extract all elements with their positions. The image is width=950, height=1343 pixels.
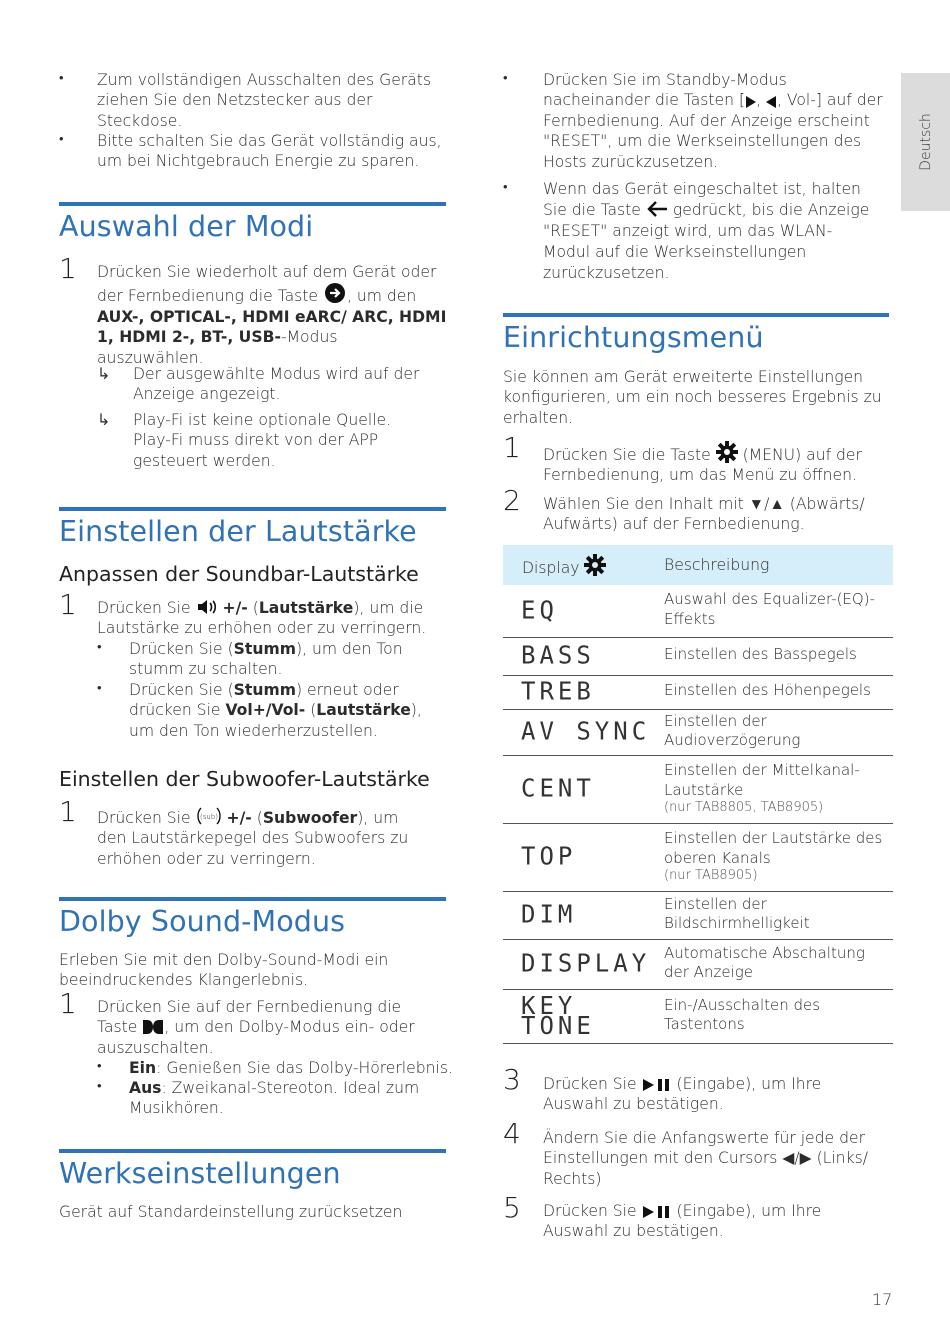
- dolby-title: Dolby Sound-Modus: [59, 905, 346, 938]
- section-rule: [59, 202, 446, 206]
- display-code: DISPLAY: [503, 938, 664, 991]
- bullet-dot: •: [97, 1079, 102, 1094]
- setup-intro: Sie können am Gerät erweiterte Einstellungen konfigurieren, um ein noch besseres Ergebnis zu erhalten.: [503, 368, 882, 427]
- text-span: Drücken Sie (: [129, 681, 234, 699]
- modes-list: AUX-, OPTICAL-, HDMI eARC/ ARC, HDMI 1, HDMI 2-, BT-, USB-: [97, 307, 447, 347]
- bold-term: Subwoofer: [262, 809, 358, 827]
- setup-step-5: [543, 1201, 863, 1242]
- subwoofer-step-text: [97, 806, 427, 869]
- modes-step-b: , um den: [346, 287, 417, 306]
- section-rule: [59, 897, 446, 901]
- dolby-intro: Erleben Sie mit den Dolby-Sound-Modi ein beeindruckendes Klangerlebnis.: [59, 951, 389, 990]
- factory-text: Gerät auf Standardeinstellung zurücksetzen: [59, 1203, 403, 1221]
- text-span: (Eingabe), um Ihre Auswahl zu bestätigen.: [543, 1202, 822, 1241]
- modes-step-a: Drücken Sie wiederholt auf dem Gerät oder der Fernbedienung die Taste: [97, 263, 437, 306]
- setup-step-1: [543, 441, 888, 486]
- setup-step-4: Ändern Sie die Anfangswerte für jede der Einstellungen mit den Cursors ◀/▶ (Links/ Rechts): [543, 1129, 868, 1188]
- intro-bullet-2: Bitte schalten Sie das Gerät vollständig aus, um bei Nichtgebrauch Energie zu sparen.: [97, 132, 442, 171]
- text-span: Drücken Sie die Taste: [543, 446, 711, 464]
- step-number: 5: [503, 1191, 521, 1224]
- step-number: 2: [503, 484, 521, 517]
- table-row: [503, 675, 893, 709]
- description: Auswahl des Equalizer-(EQ)-Effekts: [664, 585, 893, 637]
- table-header-description: Beschreibung: [664, 545, 893, 585]
- language-tab: [901, 73, 950, 211]
- left-icon: [766, 96, 777, 108]
- setup-step-2: Wählen Sie den Inhalt mit ▼/▲ (Abwärts/ Aufwärts) auf der Fernbedienung.: [543, 495, 865, 534]
- modes-title: Auswahl der Modi: [59, 210, 314, 243]
- bold-term: Stumm: [233, 681, 296, 699]
- bold-term: Ein: [129, 1059, 157, 1077]
- description: Einstellen des Höhenpegels: [664, 675, 893, 709]
- reset-bullet-2: [543, 179, 873, 284]
- dolby-icon: [142, 1019, 164, 1035]
- text-span: Drücken Sie: [97, 809, 191, 827]
- table-row: [503, 939, 893, 989]
- text-span: Drücken Sie: [543, 1202, 637, 1220]
- text-span: Drücken Sie: [543, 1075, 637, 1093]
- page-number: 17: [872, 1290, 893, 1309]
- description: Einstellen der Bildschirmhelligkeit: [664, 891, 893, 939]
- table-row: [503, 891, 893, 939]
- intro-bullet-1: Zum vollständigen Ausschalten des Geräts ziehen Sie den Netzstecker aus der Steckdose.: [97, 71, 431, 130]
- dolby-bullet-on: [129, 1058, 454, 1078]
- volume-step-text: [97, 598, 447, 639]
- modes-step-c: -Modus auszuwählen.: [97, 328, 338, 367]
- step-number: 1: [59, 795, 77, 828]
- description: Automatische Abschaltung der Anzeige: [664, 939, 893, 989]
- text-span: Drücken Sie auf der Fernbedienung die Taste: [97, 998, 402, 1037]
- volume-title: Einstellen der Lautstärke: [59, 515, 417, 548]
- table-row: [503, 585, 893, 637]
- bold-term: Lautstärke: [258, 599, 354, 617]
- text-span: (: [251, 809, 263, 827]
- bullet-dot: •: [97, 1059, 102, 1074]
- display-code: TREB: [503, 674, 664, 710]
- subwoofer-keys: +/-: [226, 809, 252, 827]
- text-span: (: [305, 701, 317, 720]
- description: Einstellen der Audioverzögerung: [664, 709, 893, 755]
- step-number: 4: [503, 1117, 521, 1150]
- dolby-step-text: [97, 997, 442, 1058]
- bold-term: Lautstärke: [316, 701, 411, 720]
- text-span: ) erneut oder drücken Sie: [129, 681, 399, 720]
- step-number: 3: [503, 1063, 521, 1096]
- text-span: ), um den Lautstärkepegel des Subwoofers zu erhöhen oder zu verringern.: [97, 809, 409, 868]
- display-code: EQ: [503, 584, 664, 639]
- model-note: (nur TAB8905): [664, 868, 758, 883]
- text-span: Drücken Sie im Standby-Modus nacheinander die Tasten [: [543, 71, 787, 110]
- section-rule: [59, 1149, 446, 1153]
- step-number: 1: [59, 987, 77, 1020]
- play-pause-icon: [642, 1078, 672, 1092]
- bullet-dot: •: [503, 180, 508, 195]
- play-pause-icon: [642, 1205, 672, 1219]
- text-span: Drücken Sie: [97, 599, 191, 617]
- factory-title: Werkseinstellungen: [59, 1157, 341, 1190]
- table-row: [503, 709, 893, 755]
- display-code: CENT: [503, 753, 664, 824]
- display-code: TOP: [503, 821, 664, 892]
- description: Einstellen der Mittelkanal-Lautstärke: [664, 761, 860, 799]
- setup-title: Einrichtungsmenü: [503, 321, 764, 354]
- description: Einstellen des Basspegels: [664, 637, 893, 675]
- text-span: (Eingabe), um Ihre Auswahl zu bestätigen.: [543, 1075, 822, 1114]
- bullet-dot: •: [503, 71, 508, 86]
- volume-bullet-1: [129, 639, 429, 680]
- volume-subtitle-soundbar: Anpassen der Soundbar-Lautstärke: [59, 562, 419, 586]
- text-span: Drücken Sie (: [129, 640, 234, 658]
- description-cell: [664, 823, 893, 891]
- description: Einstellen der Lautstärke des oberen Kanals: [664, 829, 883, 867]
- speaker-icon: [196, 598, 218, 616]
- modes-step-text: [97, 262, 447, 368]
- volume-bullet-2: [129, 680, 449, 741]
- result-arrow-icon: ↳: [97, 364, 111, 383]
- step-number: 1: [59, 588, 77, 621]
- result-arrow-icon: ↳: [97, 410, 111, 429]
- bold-term: Aus: [129, 1079, 162, 1097]
- description: Ein-/Ausschalten des Tastentons: [664, 989, 893, 1043]
- table-header-display: [503, 545, 664, 585]
- text-span: : Zweikanal-Stereoton. Ideal zum Musikhören.: [129, 1079, 420, 1118]
- volume-subtitle-subwoofer: Einstellen der Subwoofer-Lautstärke: [59, 767, 430, 791]
- description-cell: [664, 755, 893, 823]
- step-number: 1: [503, 431, 521, 464]
- table-row: [503, 989, 893, 1043]
- table-row: [503, 637, 893, 675]
- dolby-bullet-off: [129, 1078, 434, 1119]
- text-span: (MENU) auf der Fernbedienung, um das Menü zu öffnen.: [543, 446, 862, 485]
- text-span: , um den Dolby-Modus ein- oder auszuschalten.: [97, 1018, 415, 1057]
- volume-keys: +/-: [222, 599, 248, 617]
- text-span: , Vol-] auf der Fernbedienung. Auf der Anzeige erscheint "RESET", um die Werkseinstellungen des Hosts zurückzusetzen.: [543, 91, 883, 171]
- text-span: ), um die Lautstärke zu erhöhen oder zu verringern.: [97, 599, 427, 638]
- setup-step-3: [543, 1074, 863, 1115]
- gear-icon: [716, 441, 738, 463]
- bullet-dot: •: [97, 681, 102, 696]
- step-number: 1: [59, 252, 77, 285]
- svg-text:(sub): (sub): [199, 813, 218, 821]
- source-icon: [323, 282, 347, 304]
- table-row: [503, 755, 893, 823]
- display-code: AV SYNC: [503, 708, 664, 756]
- bullet-dot: •: [97, 640, 102, 655]
- text-span: (: [247, 599, 259, 617]
- text-span: : Genießen Sie das Dolby-Hörerlebnis.: [156, 1059, 453, 1077]
- bold-term: Stumm: [233, 640, 296, 658]
- setup-menu-table: [503, 545, 893, 1044]
- section-rule: [503, 313, 889, 317]
- table-row: [503, 823, 893, 891]
- display-code: DIM: [503, 890, 664, 940]
- subwoofer-icon: [196, 806, 222, 826]
- model-note: (nur TAB8805, TAB8905): [664, 800, 824, 815]
- text-span: Display: [522, 558, 580, 577]
- table-header-row: [503, 545, 893, 585]
- text-span: gedrückt, bis die Anzeige "RESET" anzeigt wird, um das WLAN-Modul auf die Werkseinstellungen zurückzusetzen.: [543, 201, 870, 282]
- bold-term: Vol+/Vol-: [225, 701, 306, 720]
- text-span: ), um den Ton stumm zu schalten.: [129, 640, 403, 679]
- gear-icon: [584, 554, 606, 576]
- language-tab-label: Deutsch: [917, 113, 934, 171]
- play-icon: [745, 96, 756, 108]
- text-span: Wenn das Gerät eingeschaltet ist, halten Sie die Taste: [543, 180, 861, 219]
- display-code: BASS: [503, 636, 664, 676]
- bullet-dot: •: [59, 132, 64, 147]
- modes-result-1: Der ausgewählte Modus wird auf der Anzeige angezeigt.: [133, 365, 420, 404]
- bullet-dot: •: [59, 71, 64, 86]
- section-rule: [59, 507, 446, 511]
- text-span: ), um den Ton wiederherzustellen.: [129, 701, 422, 740]
- reset-bullet-1: Drücken Sie im Standby-Modus nacheinander die Tasten [ , , Vol-] auf der Fernbedienung. Auf der Anzeige erscheint "RESET", um die Werkseinstellungen des Hosts zurückzusetzen.: [543, 71, 883, 171]
- display-code: KEY TONE: [503, 988, 664, 1045]
- modes-result-2: Play-Fi ist keine optionale Quelle. Play-Fi muss direkt von der APP gesteuert werden.: [133, 411, 392, 470]
- back-arrow-icon: [646, 200, 668, 218]
